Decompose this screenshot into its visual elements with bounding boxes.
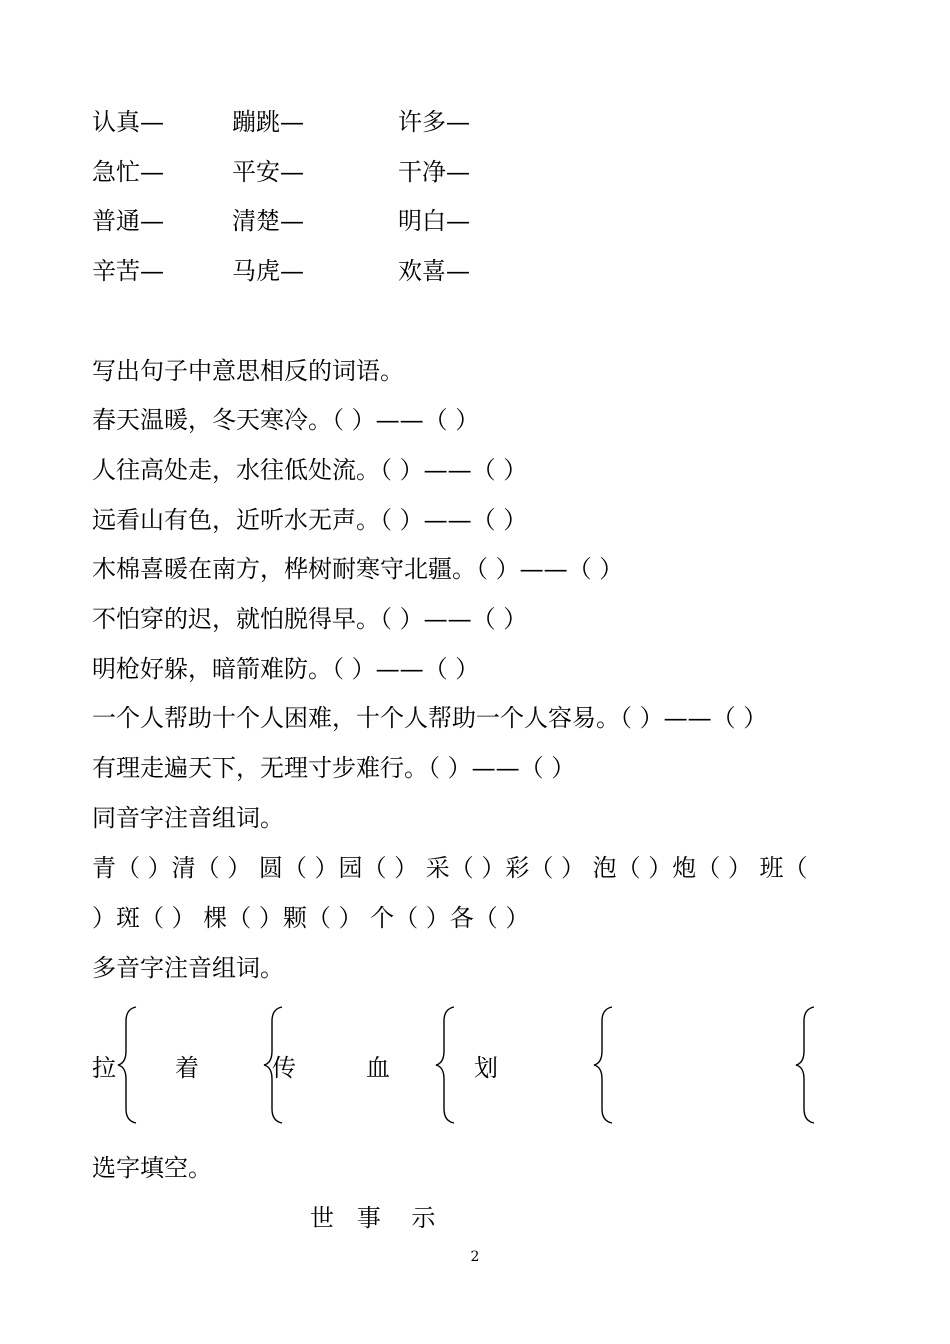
- section-heading-opposites: 写出句子中意思相反的词语。: [92, 357, 404, 385]
- page-number: 2: [470, 1249, 480, 1265]
- sentence-line: 不怕穿的迟，就怕脱得早。（ ）——（ ）: [92, 605, 528, 633]
- section-heading-homophones: 同音字注音组词。: [92, 804, 284, 832]
- antonym-cell: 明白—: [398, 207, 470, 235]
- left-brace-icon: [794, 1005, 818, 1125]
- antonym-cell: 平安—: [232, 158, 304, 186]
- section-heading-polyphones: 多音字注音组词。: [92, 954, 284, 982]
- antonym-cell: 普通—: [92, 207, 164, 235]
- left-brace-icon: [116, 1005, 140, 1125]
- antonym-cell: 许多—: [398, 108, 470, 136]
- polyphone-char: 着: [175, 1054, 199, 1082]
- sentence-line: 木棉喜暖在南方，桦树耐寒守北疆。（ ）——（ ）: [92, 555, 624, 583]
- homophone-line: 青（ ）清（ ） 圆（ ）园（ ） 采（ ）彩（ ） 泡（ ）炮（ ） 班（: [92, 854, 808, 882]
- sentence-line: 有理走遍天下，无理寸步难行。（ ）——（ ）: [92, 754, 576, 782]
- sentence-line: 明枪好躲，暗箭难防。（ ）——（ ）: [92, 655, 480, 683]
- sentence-line: 人往高处走，水往低处流。（ ）——（ ）: [92, 456, 528, 484]
- left-brace-icon: [592, 1005, 616, 1125]
- sentence-line: 远看山有色，近听水无声。（ ）——（ ）: [92, 506, 528, 534]
- sentence-line: 一个人帮助十个人困难，十个人帮助一个人容易。（ ）——（ ）: [92, 704, 768, 732]
- left-brace-icon: [434, 1005, 458, 1125]
- section-heading-fill: 选字填空。: [92, 1154, 212, 1182]
- polyphone-char: 划: [474, 1054, 498, 1082]
- antonym-cell: 清楚—: [232, 207, 304, 235]
- antonym-cell: 马虎—: [232, 257, 304, 285]
- polyphone-char: 血: [366, 1054, 390, 1082]
- antonym-cell: 蹦跳—: [232, 108, 304, 136]
- polyphone-char: 传: [272, 1054, 296, 1082]
- antonym-cell: 干净—: [398, 158, 470, 186]
- antonym-cell: 辛苦—: [92, 257, 164, 285]
- polyphone-char: 拉: [92, 1054, 116, 1082]
- antonym-cell: 欢喜—: [398, 257, 470, 285]
- antonym-cell: 急忙—: [92, 158, 164, 186]
- sentence-line: 春天温暖，冬天寒冷。（ ）——（ ）: [92, 406, 480, 434]
- antonym-cell: 认真—: [92, 108, 164, 136]
- character-choices: 世 事 示: [310, 1204, 436, 1232]
- homophone-line: ）斑（ ） 棵（ ）颗（ ） 个（ ）各（ ）: [92, 904, 530, 932]
